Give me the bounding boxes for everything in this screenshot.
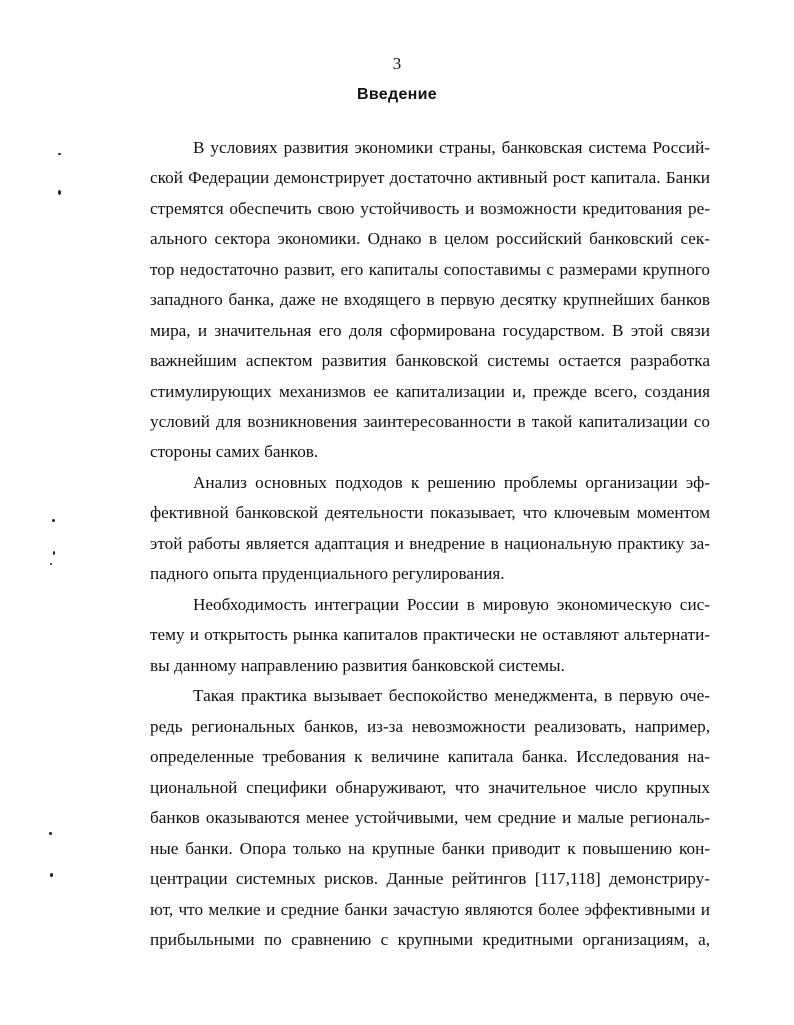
text-line: центрации системных рисков. Данные рейтингов [117,118] демонстриру- xyxy=(150,869,710,888)
text-line: вы данному направлению развития банковской системы. xyxy=(150,656,565,675)
scan-speck xyxy=(50,873,53,877)
text-line: ют, что мелкие и средние банки зачастую являются более эффективными и xyxy=(150,900,710,919)
text-line: стороны самих банков. xyxy=(150,442,319,461)
scan-speck xyxy=(58,153,61,155)
scan-speck xyxy=(50,563,52,565)
text-line: падного опыта пруденциального регулирования. xyxy=(150,564,505,583)
text-line: фективной банковской деятельности показывает, что ключевым моментом xyxy=(150,503,710,522)
text-line: стимулирующих механизмов ее капитализации и, прежде всего, создания xyxy=(150,382,710,401)
text-line: редь региональных банков, из-за невозможности реализовать, например, xyxy=(150,717,710,736)
text-line: этой работы является адаптация и внедрение в национальную практику за- xyxy=(150,534,710,553)
text-line: тему и открытость рынка капиталов практически не оставляют альтернати- xyxy=(150,625,710,644)
text-line: определенные требования к величине капитала банка. Исследования на- xyxy=(150,747,710,766)
text-line: ской Федерации демонстрирует достаточно активный рост капитала. Банки xyxy=(150,168,710,187)
text-line: Необходимость интеграции России в мировую экономическую сис- xyxy=(193,595,710,614)
text-line: банков оказываются менее устойчивыми, чем средние и малые региональ- xyxy=(150,808,710,827)
page-title: Введение xyxy=(357,86,437,103)
text-line: ального сектора экономики. Однако в целом российский банковский сек- xyxy=(150,229,710,248)
text-line: важнейшим аспектом развития банковской системы остается разработка xyxy=(150,351,710,370)
text-line: западного банка, даже не входящего в первую десятку крупнейших банков xyxy=(150,290,710,309)
text-line: условий для возникновения заинтересованности в такой капитализации со xyxy=(150,412,710,431)
text-line: тор недостаточно развит, его капиталы сопоставимы с размерами крупного xyxy=(150,260,710,279)
scan-speck xyxy=(53,551,55,555)
page-number: 3 xyxy=(392,54,402,73)
text-line: мира, и значительная его доля сформирована государством. В этой связи xyxy=(150,321,710,340)
text-line: прибыльными по сравнению с крупными кредитными организациям, а, xyxy=(150,930,710,949)
scan-speck xyxy=(52,519,55,522)
text-line: В условиях развития экономики страны, банковская система Россий- xyxy=(193,138,710,157)
text-line: Анализ основных подходов к решению проблемы организации эф- xyxy=(193,473,710,492)
text-line: Такая практика вызывает беспокойство менеджмента, в первую оче- xyxy=(193,686,710,705)
scan-speck xyxy=(58,190,61,195)
text-line: стремятся обеспечить свою устойчивость и возможности кредитования ре- xyxy=(150,199,710,218)
text-line: циональной специфики обнаруживают, что значительное число крупных xyxy=(150,778,710,797)
scan-speck xyxy=(49,832,52,835)
text-line: ные банки. Опора только на крупные банки приводит к повышению кон- xyxy=(150,839,710,858)
